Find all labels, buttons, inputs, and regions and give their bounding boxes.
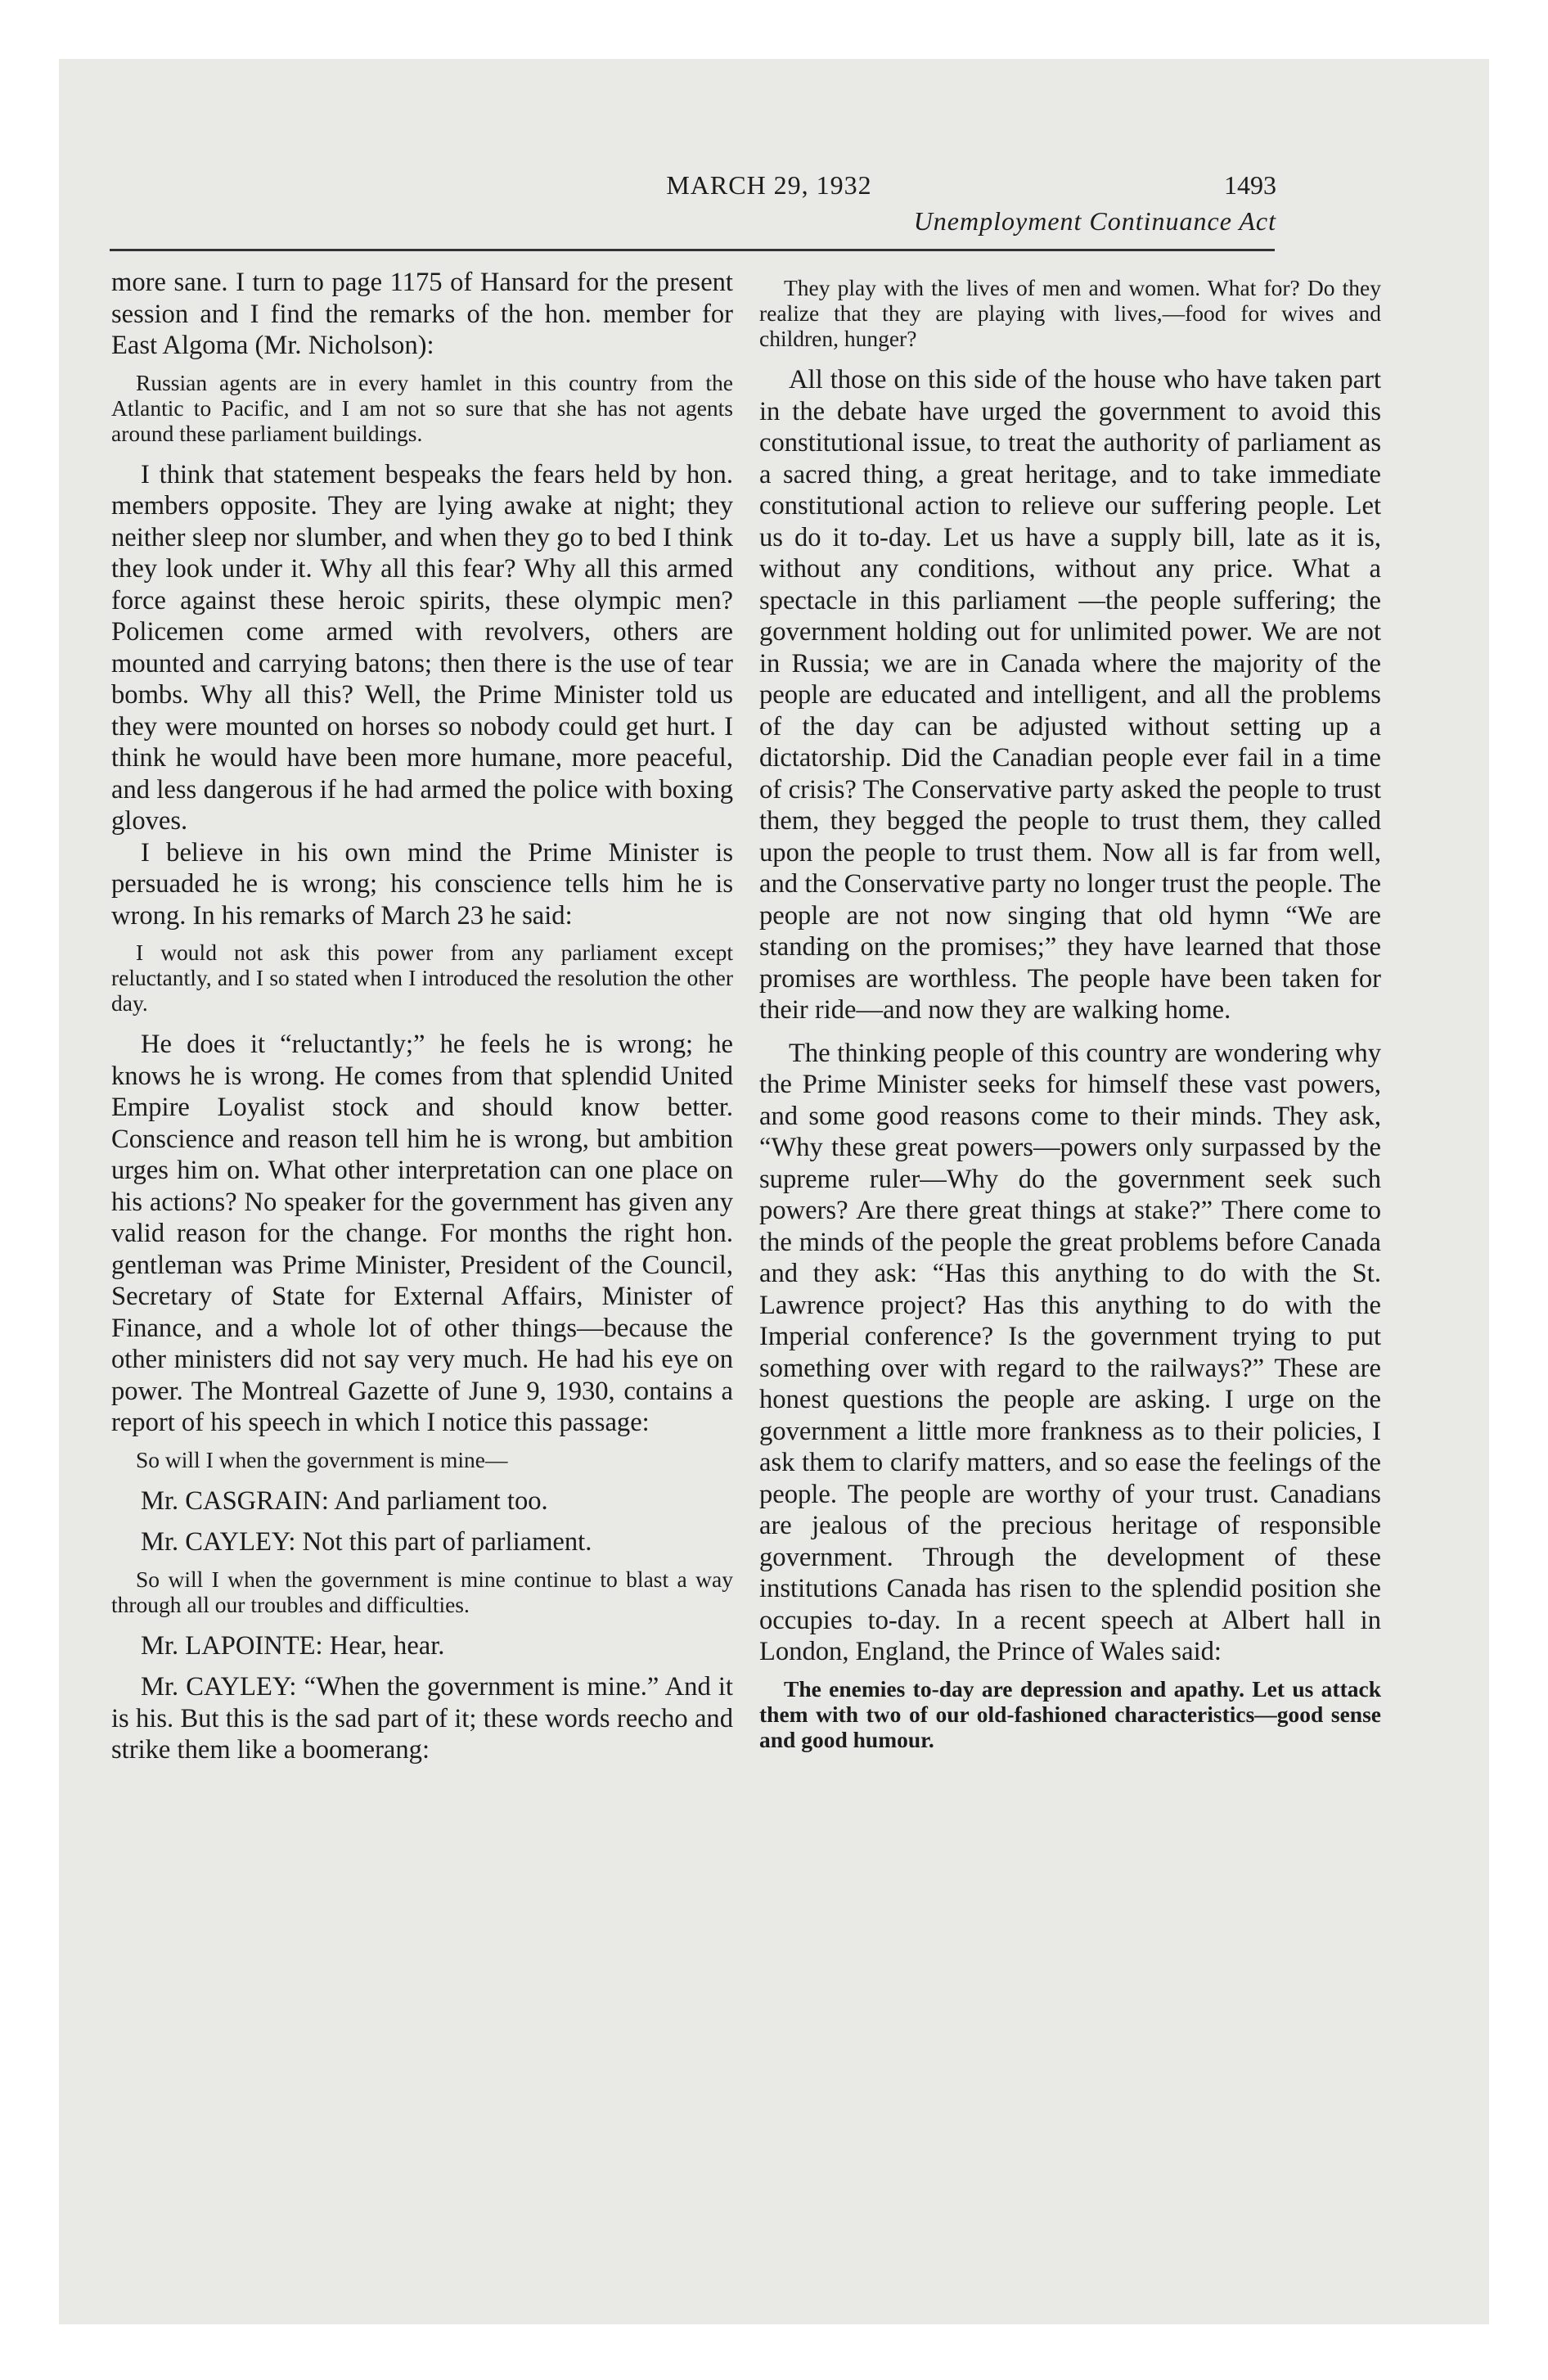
right-column — [759, 267, 1381, 1765]
quotation: They play with the lives of men and women. What for? Do they realize that they are playing with lives,—food for wives and children, hunger? — [759, 275, 1381, 351]
speaker-line: Mr. LAPOINTE: Hear, hear. — [141, 1630, 445, 1661]
left-column — [111, 267, 733, 1766]
paragraph: The thinking people of this country are wondering why the Prime Minister seeks for himself these vast powers, and some good reasons come to their minds. They ask, “Why these great powers—powers only surpassed by the supreme ruler—Why do the government seek such powers? Are there great things at stake?” There come to the minds of the people the great problems before Canada and they ask: “Has this anything to do with the St. Lawrence project? Has this anything to do with the Imperial conference? Is the government trying to put something over with regard to the railways?” These are honest questions the people are asking. I urge on the government a little more frankness as to their policies, I ask them to clarify matters, and so ease the feelings of the people. The people are worthy of your trust. Canadians are jealous of the precious heritage of responsible government. Through the development of these institutions Canada has risen to the splendid position she occupies to-day. In a recent speech at Albert hall in London, England, the Prince of Wales said: — [759, 1038, 1381, 1666]
quotation: Russian agents are in every hamlet in this country from the Atlantic to Pacific, and I am not so sure that she has not agents around these parliament buildings. — [111, 369, 733, 446]
speaker-line: Mr. CAYLEY: Not this part of parliament. — [141, 1527, 592, 1557]
quotation: So will I when the government is mine continue to blast a way through all our troubles and difficulties. — [111, 1566, 733, 1617]
header-date: MARCH 29, 1932 — [666, 170, 872, 200]
paragraph: I think that statement bespeaks the fears held by hon. members opposite. They are lying awake at night; they neither sleep nor slumber, and when they go to bed I think they look under it. Why all this fear? Why all this armed force against these heroic spirits, these olympic men? Policemen come armed with revolvers, others are mounted and carrying batons; then there is the use of tear bombs. Why all this? Well, the Prime Minister told us they were mounted on horses so nobody could get hurt. I think he would have been more humane, more peaceful, and less dangerous if he had armed the police with boxing gloves. — [111, 459, 733, 836]
header-rule — [110, 249, 1275, 251]
paragraph: I believe in his own mind the Prime Minister is persuaded he is wrong; his conscience tells him he is wrong. In his remarks of March 23 he said: — [111, 837, 733, 931]
header-subtitle: Unemployment Continuance Act — [913, 206, 1276, 236]
paragraph: All those on this side of the house who have taken part in the debate have urged the government to avoid this constitutional issue, to treat the authority of parliament as a sacred thing, a great heritage, and to take immediate constitutional action to relieve our suffering people. Let us do it to-day. Let us have a supply bill, late as it is, without any conditions, without any price. What a spectacle in this parliament —the people suffering; the government holding out for unlimited power. We are not in Russia; we are in Canada where the majority of the people are educated and intelligent, and all the problems of the day can be adjusted without setting up a dictatorship. Did the Canadian people ever fail in a time of crisis? The Conservative party asked the people to trust them, they begged the people to trust them, they called upon the people to trust them. Now all is far from well, and the Conservative party no longer trust the people. The people are not now singing that old hymn “We are standing on the promises;” they have learned that those promises are worthless. The people have been taken for their ride—and now they are walking home. — [759, 365, 1381, 1025]
paragraph: He does it “reluctantly;” he feels he is wrong; he knows he is wrong. He comes from that splendid United Empire Loyalist stock and should know better. Conscience and reason tell him he is wrong, but ambition urges him on. What other interpretation can one place on his actions? No speaker for the government has given any valid reason for the change. For months the right hon. gentleman was Prime Minister, President of the Council, Secretary of State for External Affairs, Minister of Finance, and a whole lot of other things—because the other ministers did not say very much. He had his eye on power. The Montreal Gazette of June 9, 1930, contains a report of his speech in which I notice this passage: — [111, 1030, 733, 1437]
paragraph: more sane. I turn to page 1175 of Hansard for the present session and I find the remarks of the hon. member for East Algoma (Mr. Nicholson): — [111, 268, 733, 360]
header-page-number: 1493 — [1224, 170, 1276, 200]
speaker-line: Mr. CASGRAIN: And parliament too. — [141, 1485, 548, 1516]
speaker-line: Mr. CAYLEY: “When the government is mine.” And it is his. But this is the sad part of it; these words reecho and strike them like a boomerang: — [111, 1672, 733, 1765]
quotation: The enemies to-day are depression and apathy. Let us attack them with two of our old-fashioned characteristics—good sense and good humour. — [759, 1675, 1381, 1752]
quotation: I would not ask this power from any parliament except reluctantly, and I so stated when I introduced the resolution the other day. — [111, 940, 733, 1016]
quotation: So will I when the government is mine— — [136, 1446, 508, 1472]
